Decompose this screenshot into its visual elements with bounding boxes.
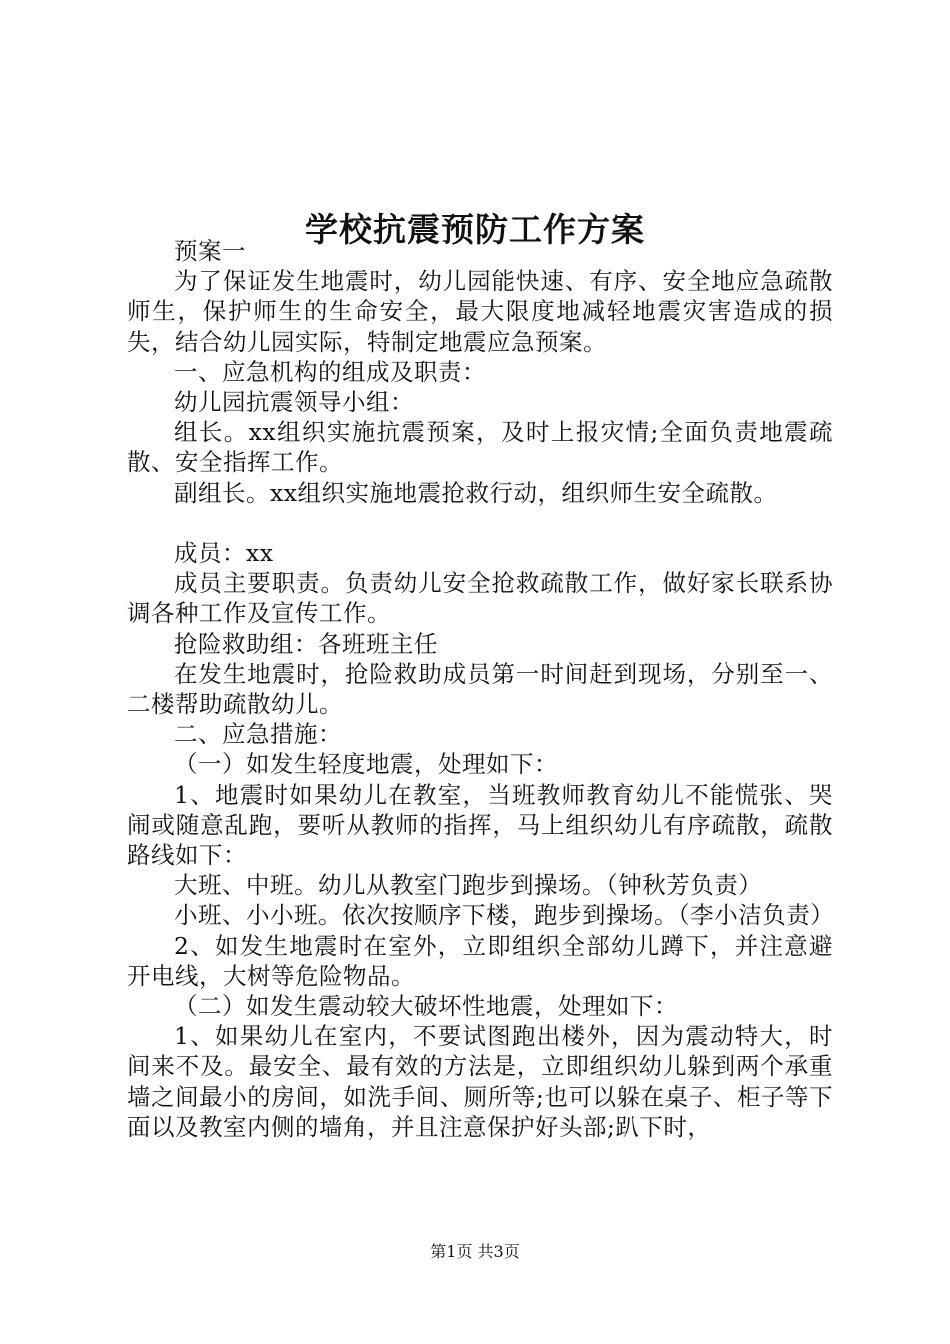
paragraph: 在发生地震时，抢险救助成员第一时间赶到现场，分别至一、二楼帮助疏散幼儿。 [127, 659, 833, 719]
paragraph: 一、应急机构的组成及职责： [174, 357, 486, 386]
paragraph: 二、应急措施： [174, 720, 342, 749]
paragraph: 1、如果幼儿在室内，不要试图跑出楼外，因为震动特大，时间来不及。最安全、最有效的方法是，立即组织幼儿躲到两个承重墙之间最小的房间，如洗手间、厕所等;也可以躲在桌子、柜子等下面以及教室内侧的墙角，并且注意保护好头部;趴下时， [127, 1022, 833, 1141]
paragraph: （一）如发生轻度地震，处理如下： [174, 750, 558, 779]
paragraph: 副组长。xx组织实施地震抢救行动，组织师生安全疏散。 [174, 478, 778, 507]
paragraph: 成员主要职责。负责幼儿安全抢救疏散工作，做好家长联系协调各种工作及宣传工作。 [127, 569, 833, 628]
document-body [127, 236, 833, 1142]
page-footer [0, 1241, 950, 1263]
paragraph: 小班、小小班。依次按顺序下楼，跑步到操场。（李小洁负责） [174, 901, 835, 930]
paragraph: 抢险救助组：各班班主任 [174, 629, 438, 658]
paragraph: 2、如发生地震时在室外，立即组织全部幼儿蹲下，并注意避开电线，大树等危险物品。 [127, 931, 833, 990]
paragraph: 组长。xx组织实施抗震预案，及时上报灾情;全面负责地震疏散、安全指挥工作。 [127, 418, 833, 477]
paragraph: 1、地震时如果幼儿在教室，当班教师教育幼儿不能慌张、哭闹或随意乱跑，要听从教师的指挥，马上组织幼儿有序疏散，疏散路线如下： [127, 780, 833, 870]
paragraph: 大班、中班。幼儿从教室门跑步到操场。（钟秋芳负责） [174, 871, 763, 900]
paragraph: 幼儿园抗震领导小组： [174, 388, 414, 417]
page-number: 第1页 共3页 [430, 1242, 520, 1261]
paragraph: 预案一 [174, 237, 246, 265]
page-title: 学校抗震预防工作方案 [305, 210, 645, 250]
paragraph: （二）如发生震动较大破坏性地震，处理如下： [174, 992, 678, 1021]
paragraph: 为了保证发生地震时，幼儿园能快速、有序、安全地应急疏散师生，保护师生的生命安全，最大限度地减轻地震灾害造成的损失，结合幼儿园实际，特制定地震应急预案。 [127, 267, 833, 356]
paragraph: 成员：xx [174, 539, 274, 568]
